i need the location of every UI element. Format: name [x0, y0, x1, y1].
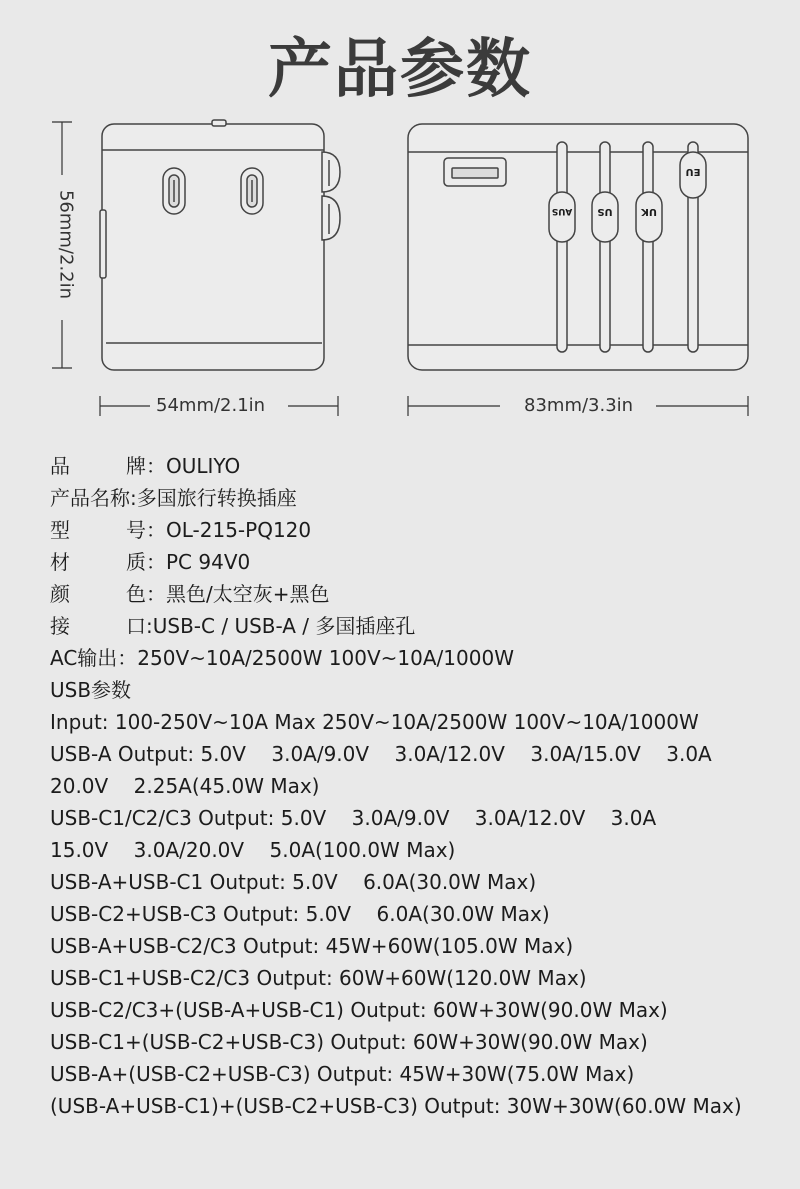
spec-color-sep: ： — [146, 582, 166, 606]
spec-product-name — [50, 482, 790, 514]
spec-brand-label-b: 牌 — [126, 454, 146, 478]
spec-material-value: PC 94V0 — [166, 550, 251, 574]
usb-line: 20.0V 2.25A(45.0W Max) — [50, 774, 320, 798]
spec-color-value: 黑色/太空灰+黑色 — [166, 582, 330, 606]
front-width-label: 54mm/2.1in — [150, 395, 271, 416]
usb-c-port-1 — [163, 168, 185, 214]
spec-brand-label-a: 品 — [50, 454, 70, 478]
spec-interface — [50, 610, 790, 642]
spec-interface-sep: : — [146, 614, 153, 638]
plug-label-uk: UK — [641, 206, 657, 217]
page-title: 产品参数 — [268, 33, 532, 107]
spec-brand-value: OULIYO — [166, 454, 241, 478]
front-view — [100, 120, 340, 370]
spec-list — [50, 450, 790, 1122]
spec-material-label-a: 材 — [50, 550, 70, 574]
spec-material-sep: ： — [146, 550, 166, 574]
spec-model-label-b: 号 — [126, 518, 146, 542]
spec-color-label-a: 颜 — [50, 582, 70, 606]
spec-model-label-a: 型 — [50, 518, 70, 542]
spec-product-name-label: 产品名称: — [50, 486, 137, 510]
height-dimension-label: 56mm/2.2in — [56, 184, 77, 306]
usb-spec-lines — [50, 706, 790, 1122]
plug-label-us: US — [597, 206, 613, 217]
spec-usb-heading — [50, 674, 790, 706]
usb-line: (USB-A+USB-C1)+(USB-C2+USB-C3) Output: 30W+30W(60.0W Max) — [50, 1094, 742, 1118]
product-drawing — [0, 0, 800, 440]
usb-line: USB-C1/C2/C3 Output: 5.0V 3.0A/9.0V 3.0A/12.0V 3.0A — [50, 806, 657, 830]
usb-line: USB-C1+(USB-C2+USB-C3) Output: 60W+30W(90.0W Max) — [50, 1030, 648, 1054]
usb-c-port-2 — [241, 168, 263, 214]
spec-ac-output-label: AC输出： — [50, 646, 138, 670]
usb-heading: USB参数 — [50, 678, 132, 702]
plug-label-aus: AUS — [551, 206, 573, 216]
spec-material-label-b: 质 — [126, 550, 146, 574]
spec-brand-sep: ： — [146, 454, 166, 478]
spec-material — [50, 546, 790, 578]
spec-model — [50, 514, 790, 546]
spec-ac-output-value: 250V~10A/2500W 100V~10A/1000W — [137, 646, 514, 670]
spec-model-value: OL-215-PQ120 — [166, 518, 312, 542]
spec-color-label-b: 色 — [126, 582, 146, 606]
spec-color — [50, 578, 790, 610]
spec-brand — [50, 450, 790, 482]
usb-line: USB-A+USB-C2/C3 Output: 45W+60W(105.0W Max) — [50, 934, 574, 958]
spec-interface-label-a: 接 — [50, 614, 70, 638]
spec-product-name-value: 多国旅行转换插座 — [136, 486, 297, 510]
usb-line: 15.0V 3.0A/20.0V 5.0A(100.0W Max) — [50, 838, 456, 862]
usb-line: Input: 100-250V~10A Max 250V~10A/2500W 100V~10A/1000W — [50, 710, 699, 734]
usb-line: USB-A+USB-C1 Output: 5.0V 6.0A(30.0W Max) — [50, 870, 537, 894]
product-diagram — [0, 0, 800, 440]
spec-ac-output — [50, 642, 790, 674]
usb-line: USB-A Output: 5.0V 3.0A/9.0V 3.0A/12.0V 3.0A/15.0V 3.0A — [50, 742, 712, 766]
usb-a-port — [444, 158, 506, 186]
side-width-label: 83mm/3.3in — [518, 395, 639, 416]
side-view — [408, 124, 748, 370]
spec-interface-label-b: 口 — [126, 614, 146, 638]
usb-line: USB-C1+USB-C2/C3 Output: 60W+60W(120.0W Max) — [50, 966, 587, 990]
spec-model-sep: ： — [146, 518, 166, 542]
usb-line: USB-C2/C3+(USB-A+USB-C1) Output: 60W+30W(90.0W Max) — [50, 998, 668, 1022]
usb-line: USB-C2+USB-C3 Output: 5.0V 6.0A(30.0W Max) — [50, 902, 550, 926]
plug-label-eu: EU — [685, 166, 701, 177]
spec-interface-value: USB-C / USB-A / 多国插座孔 — [152, 614, 416, 638]
usb-line: USB-A+(USB-C2+USB-C3) Output: 45W+30W(75.0W Max) — [50, 1062, 635, 1086]
